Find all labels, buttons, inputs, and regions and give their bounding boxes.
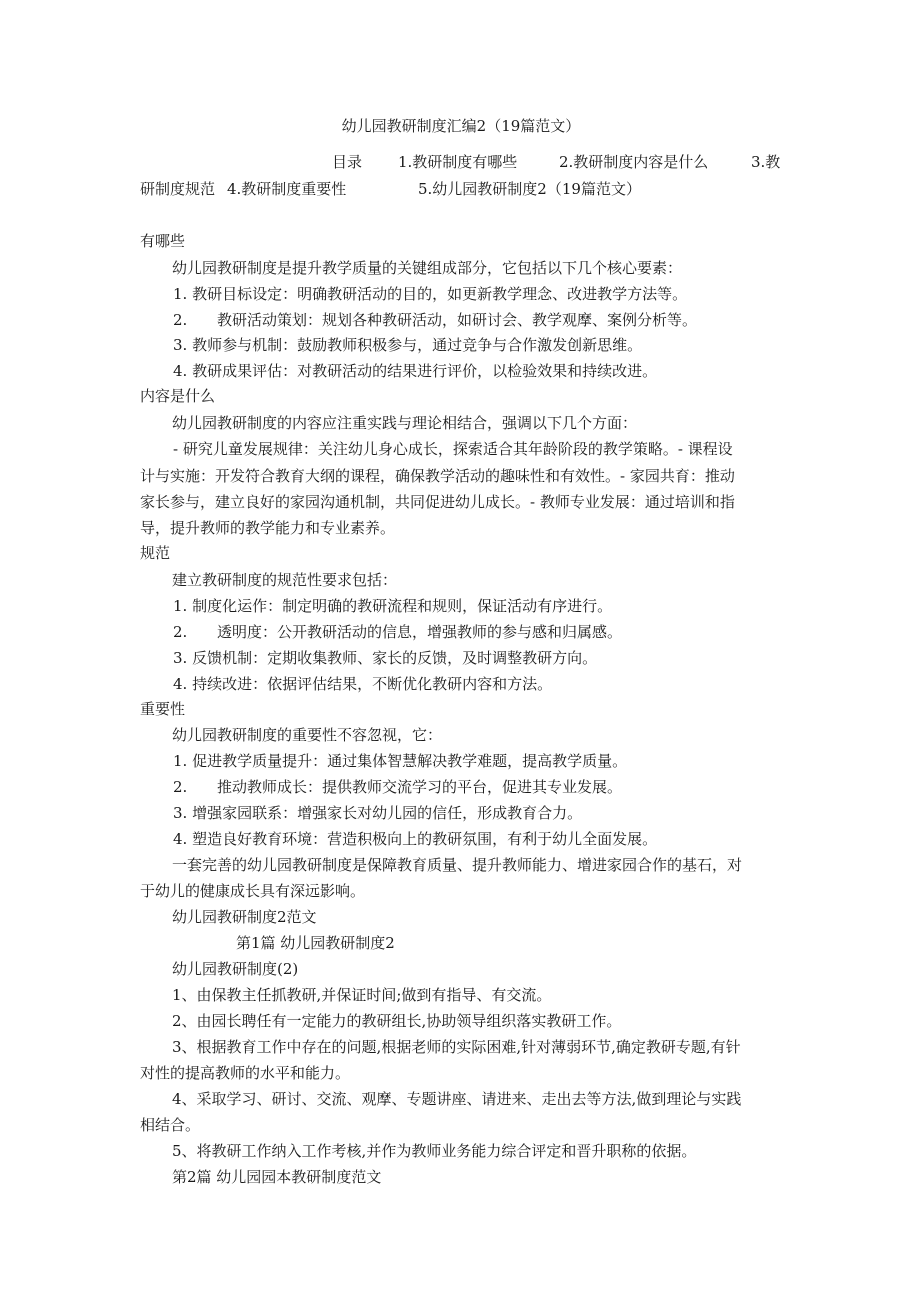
list-text: 透明度：公开教研活动的信息，增强教师的参与感和归属感。 [217,623,623,641]
list-item: 4. 教研成果评估：对教研活动的结果进行评价，以检验效果和持续改进。 [173,362,658,380]
list-text: 推动教师成长：提供教师交流学习的平台，促进其专业发展。 [217,778,623,796]
section-heading: 规范 [140,544,171,562]
toc-item-3-part[interactable]: 3.教 [751,153,781,171]
list-number: 2. [173,623,188,641]
toc-label: 目录 [332,153,363,171]
list-item: 3、根据教育工作中存在的问题,根据老师的实际困难,针对薄弱环节,确定教研专题,有针 [172,1038,741,1056]
list-item [173,622,623,642]
list-item: 4. 塑造良好教育环境：营造积极向上的教研氛围，有利于幼儿全面发展。 [173,830,658,848]
list-item-cont: 对性的提高教师的水平和能力。 [140,1064,351,1082]
paragraph-line: - 研究儿童发展规律：关注幼儿身心成长，探索适合其年龄阶段的教学策略。- 课程设 [173,440,733,458]
list-item: 2、由园长聘任有一定能力的教研组长,协助领导组织落实教研工作。 [172,1012,622,1030]
list-item: 1. 教研目标设定：明确教研活动的目的，如更新教学理念、改进教学方法等。 [173,285,688,303]
paragraph-line: 一套完善的幼儿园教研制度是保障教育质量、提升教师能力、增进家园合作的基石，对 [172,856,743,874]
list-number: 2. [173,311,188,329]
paragraph-line: 计与实施：开发符合教育大纲的课程，确保教学活动的趣味性和有效性。- 家园共育：推动 [140,467,735,485]
paragraph: 幼儿园教研制度的重要性不容忽视，它： [172,726,443,744]
toc-item-3-rest[interactable]: 研制度规范 [140,180,216,198]
paragraph: 幼儿园教研制度的内容应注重实践与理论相结合，强调以下几个方面： [172,414,638,432]
article-subtitle: 幼儿园教研制度(2) [172,960,299,978]
paragraph-line: 导，提升教师的教学能力和专业素养。 [140,519,396,537]
toc-item-2[interactable]: 2.教研制度内容是什么 [559,153,709,171]
paragraph: 幼儿园教研制度是提升教学质量的关键组成部分，它包括以下几个核心要素： [172,259,683,277]
list-item: 1、由保教主任抓教研,并保证时间;做到有指导、有交流。 [172,986,552,1004]
paragraph-line: 于幼儿的健康成长具有深远影响。 [140,882,366,900]
list-item: 4. 持续改进：依据评估结果，不断优化教研内容和方法。 [173,675,553,693]
toc-item-5[interactable]: 5.幼儿园教研制度2（19篇范文） [418,180,641,198]
list-text: 教研活动策划：规划各种教研活动，如研讨会、教学观摩、案例分析等。 [217,311,698,329]
section-heading: 重要性 [140,700,186,718]
toc-item-4[interactable]: 4.教研制度重要性 [227,180,347,198]
list-item: 3. 反馈机制：定期收集教师、家长的反馈，及时调整教研方向。 [173,649,598,667]
paragraph-line: 家长参与，建立良好的家园沟通机制，共同促进幼儿成长。- 教师专业发展：通过培训和指 [140,493,735,511]
list-item: 1. 制度化运作：制定明确的教研流程和规则，保证活动有序进行。 [173,597,613,615]
article-title: 第2篇 幼儿园园本教研制度范文 [172,1168,382,1186]
article-title: 第1篇 幼儿园教研制度2 [236,934,395,952]
section-heading: 有哪些 [140,232,186,250]
list-item: 3. 教师参与机制：鼓励教师积极参与，通过竞争与合作激发创新思维。 [173,336,643,354]
list-number: 2. [173,778,188,796]
list-item: 4、采取学习、研讨、交流、观摩、专题讲座、请进来、走出去等方法,做到理论与实践 [172,1090,742,1108]
list-item [173,310,698,330]
list-item: 3. 增强家园联系：增强家长对幼儿园的信任，形成教育合力。 [173,804,583,822]
list-item: 1. 促进教学质量提升：通过集体智慧解决教学难题，提高教学质量。 [173,752,628,770]
paragraph: 建立教研制度的规范性要求包括： [172,571,398,589]
toc-item-1[interactable]: 1.教研制度有哪些 [398,153,518,171]
list-item-cont: 相结合。 [140,1116,201,1134]
doc-title: 幼儿园教研制度汇编2（19篇范文） [341,117,581,135]
list-item [173,777,623,797]
section-heading: 幼儿园教研制度2范文 [172,908,317,926]
section-heading: 内容是什么 [140,387,216,405]
list-item: 5、将教研工作纳入工作考核,并作为教师业务能力综合评定和晋升职称的依据。 [172,1142,697,1160]
